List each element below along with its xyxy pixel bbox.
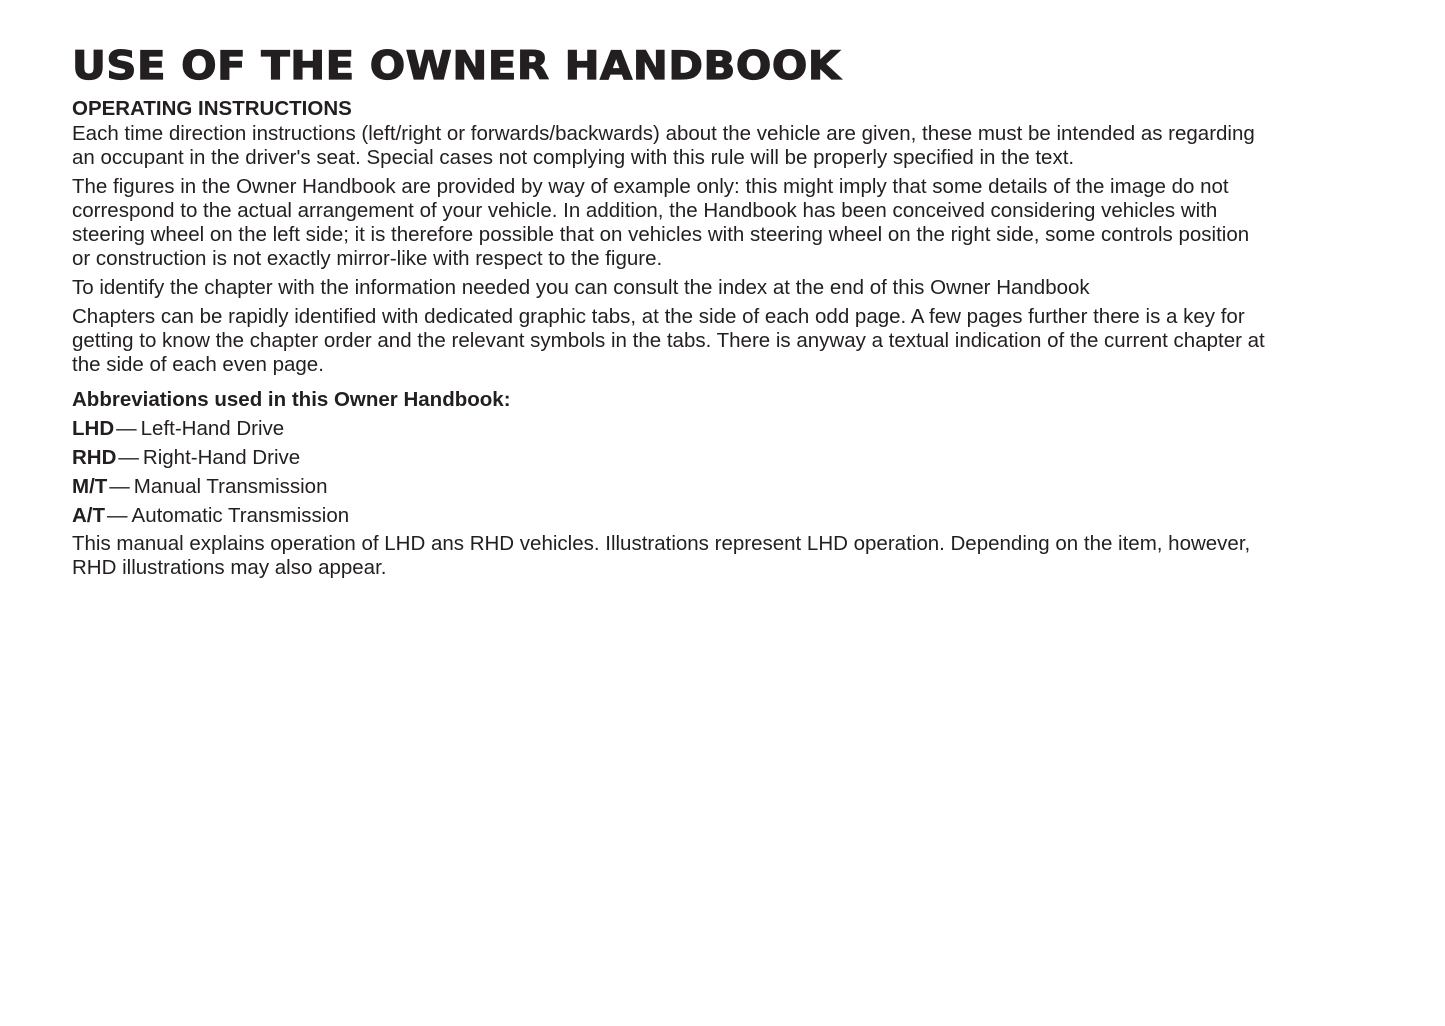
abbreviation-code: M/T — [72, 475, 108, 498]
paragraph-chapter-tabs: Chapters can be rapidly identified with dedicated graphic tabs, at the side of each odd page. A few pages further there is a key for getting to know the chapter order and the relevant symbols in the tabs. There is anyway a textual indication of the current chapter at the side of each even page. — [72, 305, 1265, 376]
abbreviation-meaning: Manual Transmission — [133, 475, 328, 498]
abbreviations-heading: Abbreviations used in this Owner Handbook: — [72, 388, 511, 411]
abbreviation-item-at — [72, 503, 1272, 529]
paragraph-figures: The figures in the Owner Handbook are provided by way of example only: this might imply that some details of the image do not correspond to the actual arrangement of your vehicle. In addition, the Handbook has been conceived considering vehicles with steering wheel on the left side; it is therefore possible that on vehicles with steering wheel on the right side, some controls position or construction is not exactly mirror-like with respect to the figure. — [72, 175, 1250, 270]
section-heading-operating-instructions: OPERATING INSTRUCTIONS — [72, 97, 352, 120]
abbreviation-code: LHD — [72, 417, 115, 440]
paragraph-directions: Each time direction instructions (left/right or forwards/backwards) about the vehicle are given, these must be intended as regarding an occupant in the driver's seat. Special cases not complying with this rule will be properly specified in the text. — [72, 122, 1255, 169]
abbreviation-dash: — — [109, 475, 130, 498]
abbreviation-dash: — — [107, 504, 128, 527]
abbreviation-meaning: Right-Hand Drive — [142, 446, 301, 469]
abbreviation-code: RHD — [72, 446, 117, 469]
paragraph-lhd-rhd-note: This manual explains operation of LHD ans RHD vehicles. Illustrations represent LHD operation. Depending on the item, however, RHD illustrations may also appear. — [72, 532, 1251, 579]
abbreviation-item-rhd — [72, 445, 1272, 471]
abbreviation-code: A/T — [72, 504, 106, 527]
abbreviation-dash: — — [118, 446, 139, 469]
abbreviation-meaning: Automatic Transmission — [131, 504, 350, 527]
abbreviation-item-lhd — [72, 416, 1272, 442]
handbook-page — [72, 44, 1272, 585]
abbreviation-item-mt — [72, 474, 1272, 500]
abbreviation-meaning: Left-Hand Drive — [140, 417, 285, 440]
abbreviation-dash: — — [116, 417, 137, 440]
paragraph-index: To identify the chapter with the information needed you can consult the index at the end of this Owner Handbook — [72, 276, 1090, 299]
page-title: USE OF THE OWNER HANDBOOK — [72, 44, 841, 89]
